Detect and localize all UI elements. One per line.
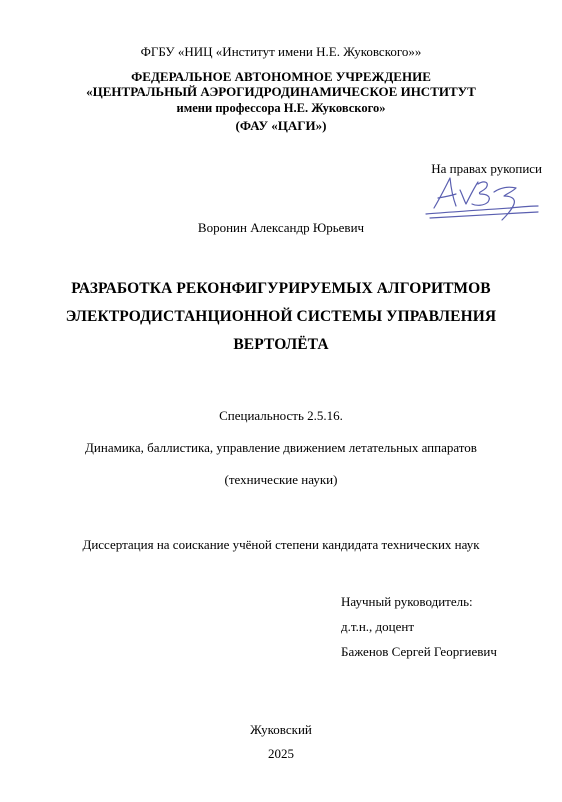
dissertation-title-line-2: ЭЛЕКТРОДИСТАНЦИОННОЙ СИСТЕМЫ УПРАВЛЕНИЯ — [65, 308, 497, 325]
author-name: Воронин Александр Юрьевич — [197, 220, 365, 235]
dissertation-title-line-1: РАЗРАБОТКА РЕКОНФИГУРИРУЕМЫХ АЛГОРИТМОВ — [71, 280, 491, 297]
dissertation-title-line-3: ВЕРТОЛЁТА — [233, 336, 329, 353]
dissertation-purpose: Диссертация на соискание учёной степени кандидата технических наук — [82, 537, 480, 552]
science-field: (технические науки) — [224, 472, 338, 487]
institution-name: «ЦЕНТРАЛЬНЫЙ АЭРОГИДРОДИНАМИЧЕСКОЕ ИНСТИТУТ — [86, 84, 476, 99]
organization-line: ФГБУ «НИЦ «Институт имени Н.Е. Жуковского»» — [140, 44, 422, 59]
year: 2025 — [268, 746, 294, 761]
supervisor-degree: д.т.н., доцент — [341, 619, 415, 634]
institution-abbreviation: (ФАУ «ЦАГИ») — [235, 118, 327, 133]
specialty-name: Динамика, баллистика, управление движением летательных аппаратов — [85, 440, 477, 455]
supervisor-name: Баженов Сергей Георгиевич — [341, 644, 497, 659]
manuscript-note: На правах рукописи — [431, 161, 542, 176]
institution-named-after: имени профессора Н.Е. Жуковского» — [176, 101, 386, 115]
specialty-code: Специальность 2.5.16. — [219, 408, 343, 423]
institution-type: ФЕДЕРАЛЬНОЕ АВТОНОМНОЕ УЧРЕЖДЕНИЕ — [131, 69, 431, 84]
supervisor-label: Научный руководитель: — [341, 594, 473, 609]
city: Жуковский — [250, 722, 312, 737]
